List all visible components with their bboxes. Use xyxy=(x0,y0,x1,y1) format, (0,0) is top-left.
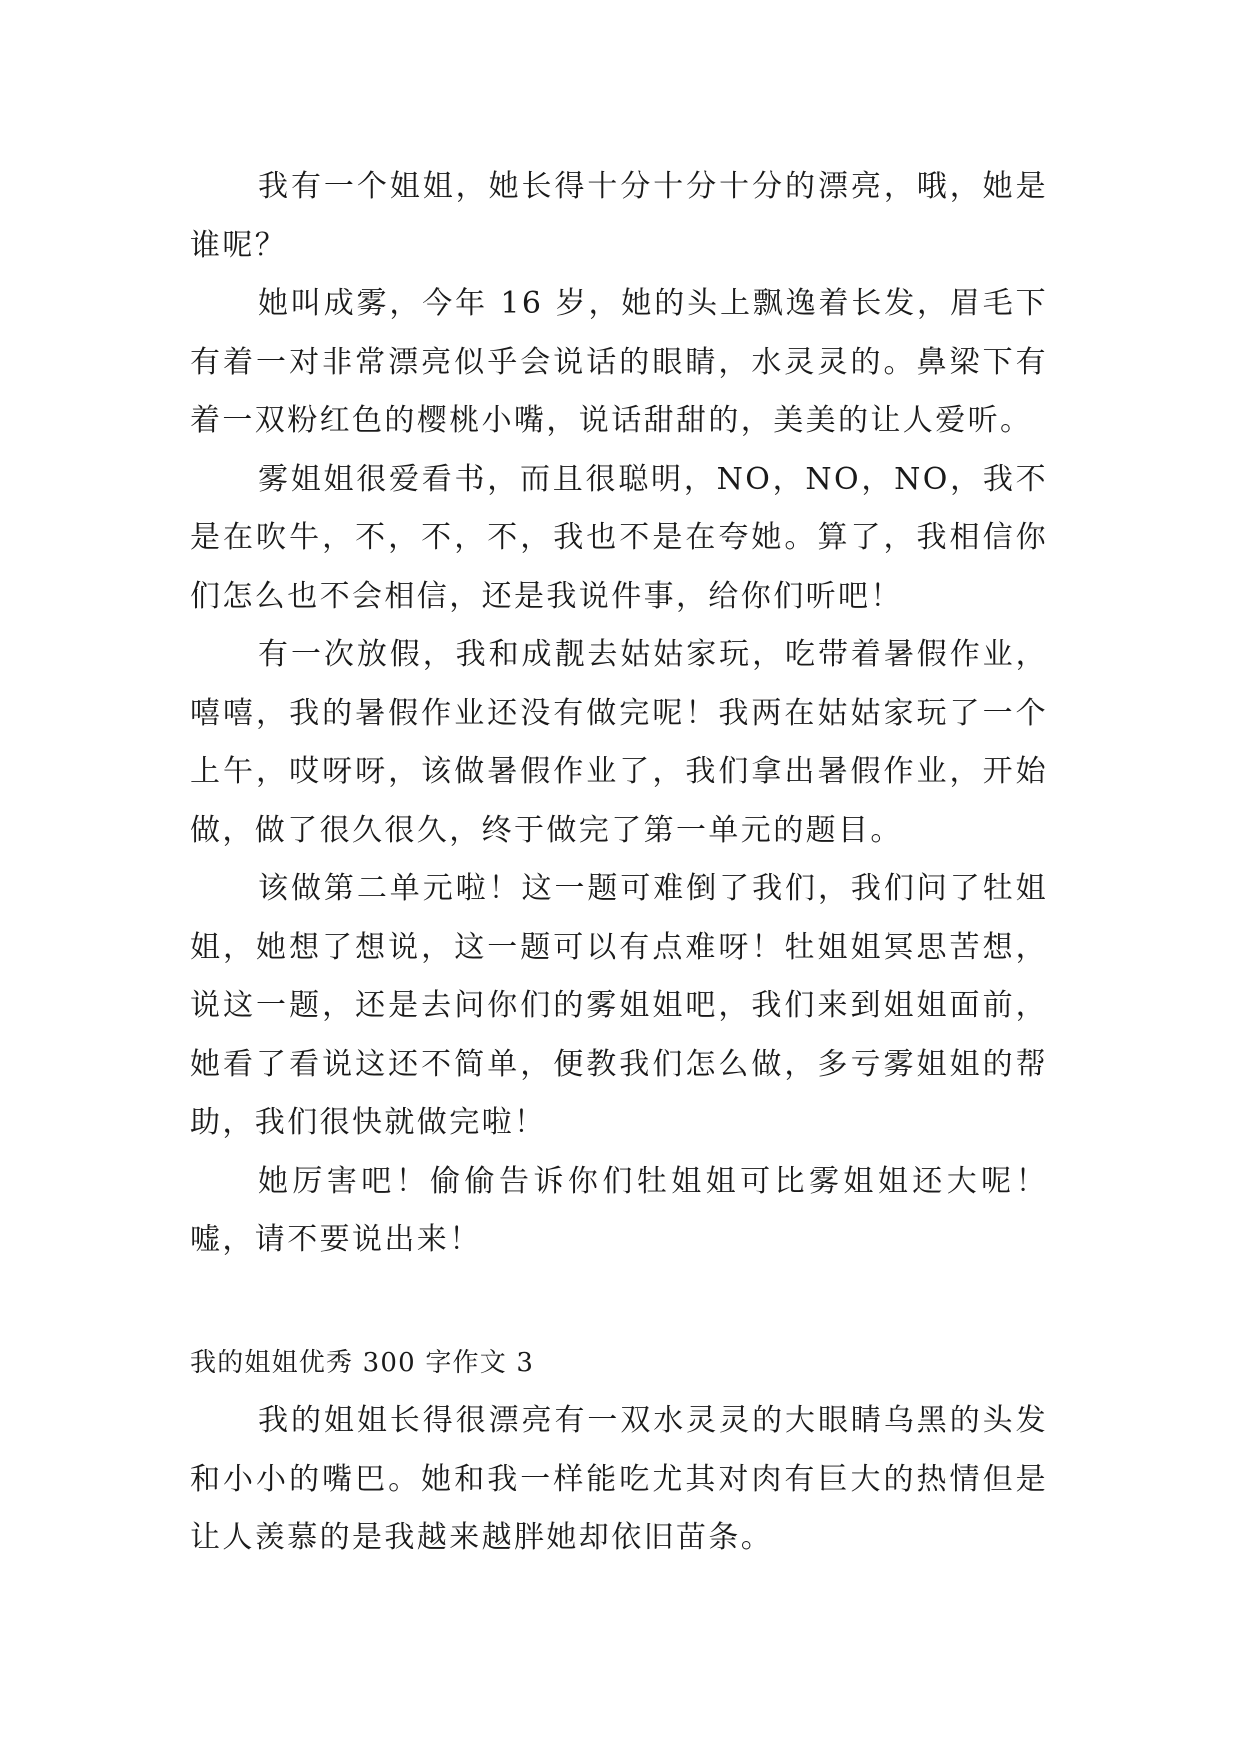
paragraph-5: 该做第二单元啦！这一题可难倒了我们，我们问了牡姐姐，她想了想说，这一题可以有点难呀！牡姐姐冥思苦想，说这一题，还是去问你们的雾姐姐吧，我们来到姐姐面前，她看了看说这还不简单，便教我们怎么做，多亏雾姐姐的帮助，我们很快就做完啦！ xyxy=(190,871,1048,1140)
paragraph-1: 我有一个姐姐，她长得十分十分十分的漂亮，哦，她是谁呢？ xyxy=(190,169,1048,263)
paragraph-2: 她叫成雾，今年 16 岁，她的头上飘逸着长发，眉毛下有着一对非常漂亮似乎会说话的眼睛，水灵灵的。鼻梁下有着一双粉红色的樱桃小嘴，说话甜甜的，美美的让人爱听。 xyxy=(190,286,1048,438)
section-heading: 我的姐姐优秀 300 字作文 3 xyxy=(190,1347,535,1378)
paragraph-6: 她厉害吧！偷偷告诉你们牡姐姐可比雾姐姐还大呢！嘘，请不要说出来！ xyxy=(190,1163,1048,1257)
paragraph-3: 雾姐姐很爱看书，而且很聪明，NO，NO，NO，我不是在吹牛，不，不，不，我也不是在夸她。算了，我相信你们怎么也不会相信，还是我说件事，给你们听吧！ xyxy=(190,461,1048,614)
document-body xyxy=(190,158,1048,1568)
section-spacer xyxy=(190,1270,1048,1334)
paragraph-7: 我的姐姐长得很漂亮有一双水灵灵的大眼睛乌黑的头发和小小的嘴巴。她和我一样能吃尤其对肉有巨大的热情但是让人羡慕的是我越来越胖她却依旧苗条。 xyxy=(190,1403,1048,1555)
paragraph-4: 有一次放假，我和成靓去姑姑家玩，吃带着暑假作业，嘻嘻，我的暑假作业还没有做完呢！我两在姑姑家玩了一个上午，哎呀呀，该做暑假作业了，我们拿出暑假作业，开始做，做了很久很久，终于做完了第一单元的题目。 xyxy=(190,637,1048,848)
